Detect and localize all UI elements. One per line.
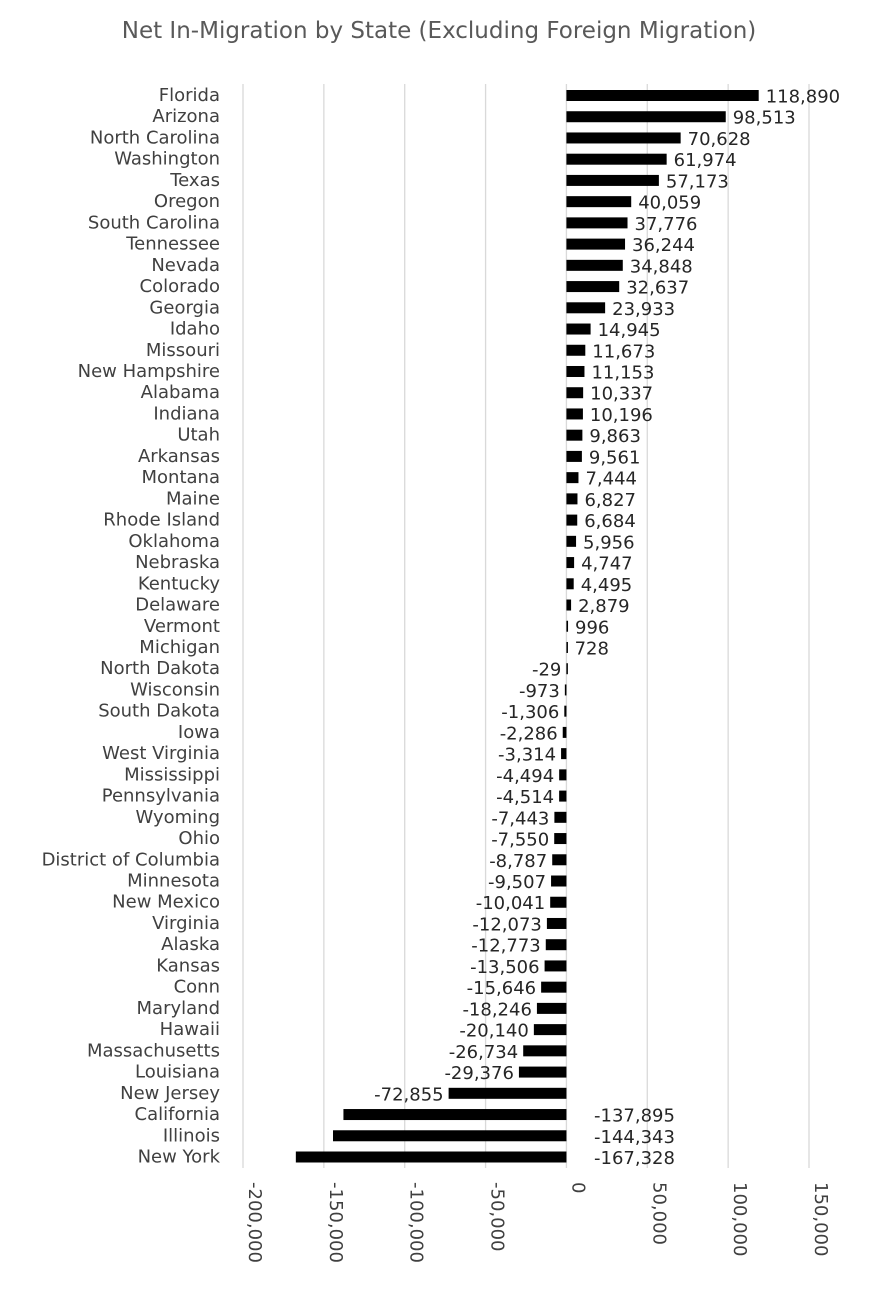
bar xyxy=(566,366,584,377)
bar xyxy=(566,217,627,228)
category-label: Ohio xyxy=(178,828,220,850)
category-label: Oklahoma xyxy=(128,530,220,552)
data-label: 70,628 xyxy=(687,128,751,150)
category-label: Texas xyxy=(170,169,220,191)
x-tick-label: 100,000 xyxy=(729,1182,751,1257)
data-label: -9,507 xyxy=(488,872,547,894)
category-label: Oregon xyxy=(153,191,220,213)
data-label: -2,286 xyxy=(499,723,558,745)
category-label: North Dakota xyxy=(100,658,220,680)
bar xyxy=(523,1045,566,1056)
category-label: Alabama xyxy=(140,382,220,404)
category-label: Vermont xyxy=(143,615,220,637)
bar xyxy=(566,493,577,504)
bar xyxy=(534,1024,567,1035)
data-label: 2,879 xyxy=(578,596,630,618)
data-label: 728 xyxy=(574,638,609,660)
data-label: -72,855 xyxy=(374,1084,444,1106)
data-label: 11,673 xyxy=(592,341,656,363)
bar xyxy=(566,430,582,441)
data-label: -15,646 xyxy=(466,978,537,1000)
bar xyxy=(551,876,566,887)
category-label: District of Columbia xyxy=(41,849,220,871)
bar xyxy=(566,132,680,143)
data-label: -7,550 xyxy=(491,829,550,851)
category-label: Massachusetts xyxy=(86,1040,220,1062)
data-label: -13,506 xyxy=(470,956,540,978)
bar xyxy=(537,1003,567,1014)
bar xyxy=(296,1152,567,1163)
bar xyxy=(561,748,566,759)
category-label: Minnesota xyxy=(127,870,220,892)
x-tick-label: -50,000 xyxy=(486,1182,508,1252)
data-label: 9,561 xyxy=(588,447,641,469)
category-label: Rhode Island xyxy=(103,509,220,531)
category-label: Montana xyxy=(141,467,220,489)
data-label: 98,513 xyxy=(732,107,796,129)
data-label: -4,514 xyxy=(496,787,555,809)
data-label: 9,863 xyxy=(589,426,641,448)
x-tick-label: -200,000 xyxy=(244,1182,265,1263)
bar xyxy=(563,727,567,738)
category-label: Arkansas xyxy=(137,445,220,467)
category-label: Colorado xyxy=(139,276,220,298)
data-label: -29,376 xyxy=(444,1063,514,1085)
bar xyxy=(566,345,585,356)
bar xyxy=(559,769,566,780)
category-label: North Carolina xyxy=(89,127,220,149)
category-label: Delaware xyxy=(135,594,220,616)
data-label: 40,059 xyxy=(638,192,702,214)
category-label: Wisconsin xyxy=(130,679,220,701)
bar xyxy=(545,960,567,971)
bar xyxy=(566,557,574,568)
category-label: Michigan xyxy=(139,636,220,658)
data-label: -18,246 xyxy=(462,999,532,1021)
bar xyxy=(566,642,568,653)
data-label: -10,041 xyxy=(475,893,546,915)
category-label: Kentucky xyxy=(137,573,220,595)
data-label: 61,974 xyxy=(673,150,737,172)
category-label: Washington xyxy=(114,148,220,170)
x-tick-label: 50,000 xyxy=(648,1182,670,1245)
category-label: Pennsylvania xyxy=(101,785,220,807)
bar xyxy=(343,1109,566,1120)
bar xyxy=(566,600,571,611)
x-tick-label: 150,000 xyxy=(810,1182,831,1257)
category-label: South Dakota xyxy=(98,700,220,722)
category-label: Idaho xyxy=(169,318,220,340)
category-label: New Mexico xyxy=(112,891,220,913)
bar xyxy=(566,472,578,483)
data-label: -1,306 xyxy=(501,702,560,724)
data-label: 118,890 xyxy=(765,86,841,108)
bar xyxy=(566,578,573,589)
x-tick-label: -100,000 xyxy=(405,1182,427,1263)
category-label: Nebraska xyxy=(135,552,220,574)
data-label: -12,773 xyxy=(471,935,541,957)
bar xyxy=(566,154,666,165)
category-label: Alaska xyxy=(161,934,220,956)
category-label: California xyxy=(134,1104,220,1126)
bar xyxy=(566,260,622,271)
category-label: Florida xyxy=(158,85,220,106)
bar xyxy=(566,663,568,674)
data-label: -4,494 xyxy=(496,765,555,787)
category-label: Kansas xyxy=(156,955,220,977)
bar xyxy=(333,1130,566,1141)
bar xyxy=(566,90,758,101)
data-label: 23,933 xyxy=(612,298,676,320)
category-labels xyxy=(42,85,221,1168)
bar xyxy=(449,1088,567,1099)
bar xyxy=(564,706,566,717)
data-label: 14,945 xyxy=(597,320,661,342)
category-label: West Virginia xyxy=(102,743,220,765)
category-label: Indiana xyxy=(153,403,220,425)
data-label: -26,734 xyxy=(448,1041,519,1063)
data-label: 37,776 xyxy=(634,213,698,235)
data-label: 5,956 xyxy=(583,532,635,554)
category-label: Conn xyxy=(173,976,220,998)
data-label: 996 xyxy=(575,617,610,639)
category-label: New York xyxy=(137,1146,220,1168)
bar xyxy=(566,621,568,632)
bar xyxy=(566,111,725,122)
bar xyxy=(566,302,605,313)
bar xyxy=(566,239,625,250)
bar xyxy=(554,812,566,823)
data-label: 57,173 xyxy=(665,171,729,193)
category-label: Nevada xyxy=(151,254,220,276)
bar xyxy=(566,324,590,335)
category-label: Mississippi xyxy=(124,764,220,786)
chart-title: Net In-Migration by State (Excluding Foreign Migration) xyxy=(121,18,757,44)
data-label: 34,848 xyxy=(629,256,693,278)
x-axis-tick-labels xyxy=(244,1182,831,1263)
bar xyxy=(566,536,576,547)
bar xyxy=(566,196,631,207)
data-label: -973 xyxy=(518,680,560,702)
bar xyxy=(559,791,566,802)
data-label: 4,747 xyxy=(581,553,633,575)
bar xyxy=(554,833,566,844)
bar xyxy=(519,1067,567,1078)
category-label: New Hampshire xyxy=(77,360,220,382)
bar xyxy=(566,175,658,186)
data-label: -144,343 xyxy=(594,1126,675,1148)
x-tick-label: -150,000 xyxy=(324,1182,346,1263)
data-label: 6,827 xyxy=(584,489,637,511)
bar xyxy=(566,408,582,419)
data-label: 11,153 xyxy=(591,362,655,384)
category-label: Iowa xyxy=(177,721,220,743)
bar xyxy=(566,451,581,462)
data-label: 7,444 xyxy=(585,468,637,490)
data-label: -7,443 xyxy=(491,808,550,830)
data-label: 32,637 xyxy=(626,277,690,299)
bar xyxy=(566,387,583,398)
bar xyxy=(566,515,577,526)
bar xyxy=(547,918,567,929)
category-label: Maryland xyxy=(136,997,220,1019)
bar xyxy=(566,281,619,292)
bar xyxy=(546,939,567,950)
category-label: South Carolina xyxy=(87,212,220,234)
data-label: 6,684 xyxy=(584,511,636,533)
category-label: Maine xyxy=(165,488,220,510)
bar xyxy=(565,684,567,695)
category-label: Arizona xyxy=(152,106,220,128)
category-label: New Jersey xyxy=(120,1082,220,1104)
data-label: 36,244 xyxy=(632,235,696,257)
data-label: -12,073 xyxy=(472,914,542,936)
category-label: Louisiana xyxy=(135,1061,220,1083)
x-tick-label: 0 xyxy=(567,1182,589,1194)
category-label: Hawaii xyxy=(159,1019,220,1041)
data-label: -29 xyxy=(531,659,562,681)
category-label: Missouri xyxy=(145,339,220,361)
data-label: 10,196 xyxy=(589,404,653,426)
category-label: Georgia xyxy=(149,297,220,319)
data-label: 4,495 xyxy=(580,574,633,596)
category-label: Virginia xyxy=(152,912,220,934)
bar xyxy=(541,982,566,993)
bar xyxy=(550,897,566,908)
data-label: -3,314 xyxy=(498,744,557,766)
data-label: -167,328 xyxy=(594,1148,675,1169)
data-label: -137,895 xyxy=(594,1105,675,1127)
category-label: Wyoming xyxy=(135,806,220,828)
bar xyxy=(552,854,566,865)
category-label: Tennessee xyxy=(126,233,220,255)
category-label: Illinois xyxy=(162,1125,220,1147)
data-label: 10,337 xyxy=(590,383,654,405)
data-label: -8,787 xyxy=(489,850,548,872)
category-label: Utah xyxy=(177,424,220,446)
data-label: -20,140 xyxy=(459,1020,529,1042)
